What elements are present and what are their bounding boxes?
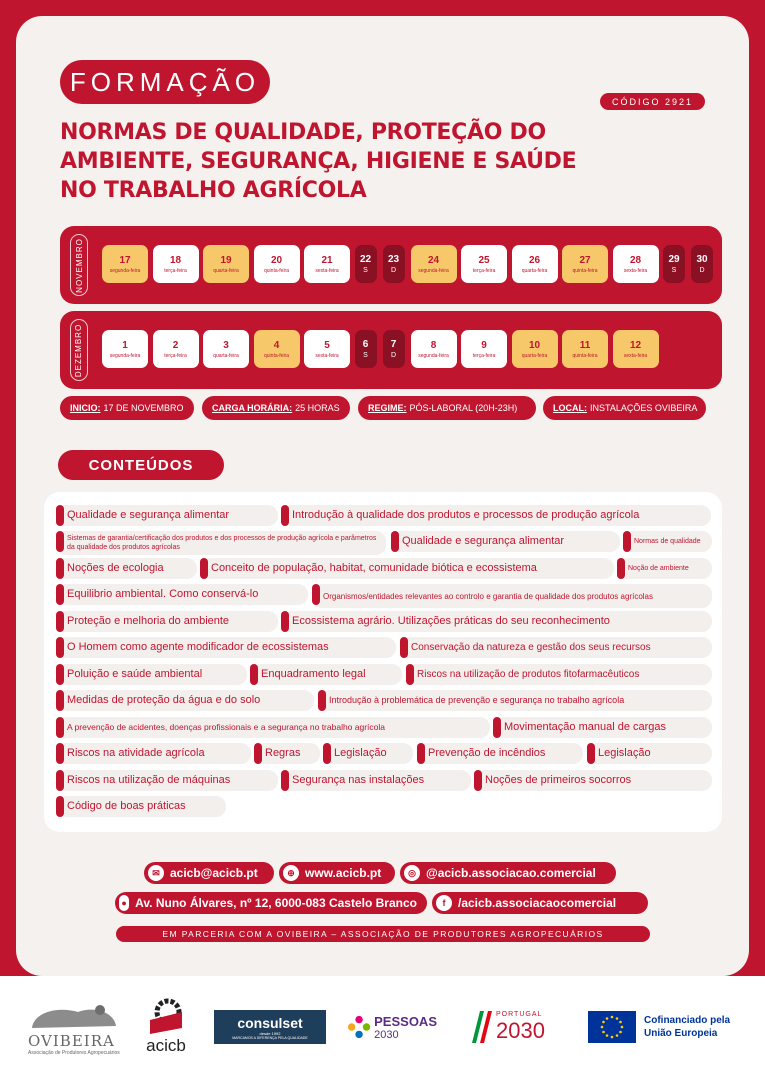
day-weekday: quarta-feira xyxy=(521,267,548,274)
day-weekday: quarta-feira xyxy=(521,352,548,359)
footer-logos xyxy=(0,976,765,1082)
day-weekday: S xyxy=(671,267,677,274)
calendar-day xyxy=(461,245,507,283)
day-number: 9 xyxy=(481,339,487,351)
topic-tag: O Homem como agente modificador de ecossistemas xyxy=(56,637,396,658)
calendar-day xyxy=(411,245,457,283)
day-weekday: sexta-feira xyxy=(315,352,339,359)
topic-tag: Conservação da natureza e gestão dos seus recursos xyxy=(400,637,712,658)
topic-tag: Proteção e melhoria do ambiente xyxy=(56,611,278,632)
topic-tag: Prevenção de incêndios xyxy=(417,743,583,764)
topic-tag: Movimentação manual de cargas xyxy=(493,717,712,738)
topic-tag: Noções de ecologia xyxy=(56,558,197,579)
day-weekday: segunda-feira xyxy=(418,352,449,359)
day-weekday: sexta-feira xyxy=(315,267,339,274)
topic-tag: Equilibrio ambiental. Como conservá-lo xyxy=(56,584,308,605)
day-number: 17 xyxy=(119,254,131,266)
day-number: 18 xyxy=(169,254,182,266)
month-label: DEZEMBRO xyxy=(70,319,88,381)
topic-tag: Regras xyxy=(254,743,320,764)
topic-tag: Legislação xyxy=(587,743,712,764)
day-weekday: terça-feira xyxy=(472,352,496,359)
acicb-logo: acicb xyxy=(140,998,192,1060)
day-number: 4 xyxy=(273,339,280,351)
day-weekday: quarta-feira xyxy=(213,267,239,274)
calendar-day xyxy=(102,330,148,368)
day-weekday: S xyxy=(363,352,368,359)
calendar-day xyxy=(691,245,713,283)
day-number: 24 xyxy=(427,254,440,266)
topic-tag: Introdução à problemática de prevenção e segurança no trabalho agrícola xyxy=(318,690,712,711)
calendar-day xyxy=(461,330,507,368)
day-weekday: quinta-feira xyxy=(572,267,598,274)
calendar-day xyxy=(203,330,249,368)
contact-facebook[interactable]: f /acicb.associacaocomercial xyxy=(432,892,648,914)
day-weekday: sexta-feira xyxy=(623,352,648,359)
facebook-icon: f xyxy=(436,895,452,911)
day-number: 8 xyxy=(430,339,437,351)
calendar-day xyxy=(355,245,377,283)
topic-tag: A prevenção de acidentes, doenças profissionais e a segurança no trabalho agrícola xyxy=(56,717,490,738)
day-weekday: D xyxy=(390,267,397,274)
day-number: 5 xyxy=(324,339,330,351)
calendar-day xyxy=(663,245,685,283)
portugal-2030-logo: PORTUGAL 2030 xyxy=(470,1006,562,1048)
topic-tag: Noção de ambiente xyxy=(617,558,712,579)
day-number: 30 xyxy=(696,254,708,265)
day-weekday: terça-feira xyxy=(472,267,496,274)
contact-email[interactable]: ✉ acicb@acicb.pt xyxy=(144,862,274,884)
globe-icon: ⊕ xyxy=(283,865,299,881)
day-weekday: quinta-feira xyxy=(263,352,289,359)
day-number: 26 xyxy=(528,254,541,266)
topic-tag: Organismos/entidades relevantes ao controlo e garantia de qualidade dos produtos agrícolas xyxy=(312,584,712,608)
calendar-day xyxy=(304,245,350,283)
ovibeira-logo: OVIBEIRA Associação de Produtores Agropecuários xyxy=(28,1002,124,1060)
eu-flag-icon xyxy=(588,1011,636,1043)
flag-stripes-icon xyxy=(470,1009,494,1045)
day-number: 21 xyxy=(321,254,333,266)
day-number: 11 xyxy=(579,339,591,351)
day-number: 29 xyxy=(668,254,680,265)
day-weekday: quinta-feira xyxy=(263,267,289,274)
topic-tag: Medidas de proteção da água e do solo xyxy=(56,690,314,711)
day-weekday: S xyxy=(363,267,368,274)
people-icon xyxy=(347,1014,371,1040)
topic-tag: Ecossistema agrário. Utilizações práticas do seu reconhecimento xyxy=(281,611,712,632)
day-number: 7 xyxy=(390,339,397,350)
topic-tag: Código de boas práticas xyxy=(56,796,226,817)
day-number: 2 xyxy=(172,339,179,351)
calendar-day xyxy=(153,245,199,283)
day-number: 10 xyxy=(528,339,541,351)
calendar-day xyxy=(254,245,300,283)
topic-tag: Qualidade e segurança alimentar xyxy=(391,531,620,552)
topic-tag: Enquadramento legal xyxy=(250,664,402,685)
contact-website[interactable]: ⊕ www.acicb.pt xyxy=(279,862,395,884)
calendar-day xyxy=(613,245,659,283)
day-weekday: terça-feira xyxy=(164,352,187,359)
title-line-1: NORMAS DE QUALIDADE, PROTEÇÃO DO xyxy=(60,120,546,145)
pessoas-2030-logo: PESSOAS 2030 xyxy=(347,1010,437,1044)
topic-tag: Conceito de população, habitat, comunidade biótica e ecossistema xyxy=(200,558,614,579)
calendar-day xyxy=(411,330,457,368)
topic-tag: Legislação xyxy=(323,743,413,764)
gear-flag-icon xyxy=(146,998,186,1036)
instagram-icon: ◎ xyxy=(404,865,420,881)
topic-tag: Riscos na utilização de produtos fitofarmacêuticos xyxy=(406,664,712,685)
day-number: 6 xyxy=(362,339,369,350)
topic-tag: Segurança nas instalações xyxy=(281,770,471,791)
day-weekday: sexta-feira xyxy=(623,267,648,274)
sheep-icon xyxy=(28,1002,120,1032)
calendar-day xyxy=(383,330,405,368)
calendar-day xyxy=(512,330,558,368)
topic-tag: Riscos na utilização de máquinas xyxy=(56,770,278,791)
calendar-november xyxy=(60,226,722,304)
calendar-december xyxy=(60,311,722,389)
day-number: 23 xyxy=(387,254,400,265)
day-weekday: D xyxy=(699,267,705,274)
contact-address: ● Av. Nuno Álvares, nº 12, 6000-083 Castelo Branco xyxy=(115,892,427,914)
calendar-day xyxy=(203,245,249,283)
day-number: 1 xyxy=(122,339,128,351)
location-pin-icon: ● xyxy=(119,895,129,911)
topic-tag: Sistemas de garantia/certificação dos produtos e dos processos de produção agrícola e parâmetros da qualidade dos produtos agrícolas xyxy=(56,531,386,555)
info-carga: CARGA HORÁRIA: 25 HORAS xyxy=(202,396,350,420)
eu-cofinanced-logo: Cofinanciado pela União Europeia xyxy=(588,1010,748,1044)
day-weekday: quinta-feira xyxy=(572,352,598,359)
calendar-day xyxy=(153,330,199,368)
calendar-day xyxy=(254,330,300,368)
topic-tag: Qualidade e segurança alimentar xyxy=(56,505,278,526)
calendar-day xyxy=(562,245,608,283)
calendar-day xyxy=(355,330,377,368)
topic-tag: Introdução à qualidade dos produtos e processos de produção agrícola xyxy=(281,505,711,526)
topic-tag: Noções de primeiros socorros xyxy=(474,770,712,791)
day-number: 3 xyxy=(223,339,229,351)
conteudos-heading: CONTEÚDOS xyxy=(58,450,224,480)
month-label: NOVEMBRO xyxy=(70,234,88,296)
day-number: 25 xyxy=(478,254,490,266)
page-title xyxy=(60,118,620,205)
day-weekday: terça-feira xyxy=(164,267,187,274)
day-weekday: segunda-feira xyxy=(418,267,449,274)
day-weekday: quarta-feira xyxy=(213,352,239,359)
day-number: 27 xyxy=(579,254,591,266)
day-number: 12 xyxy=(629,339,642,351)
info-regime: REGIME: PÓS-LABORAL (20H-23H) xyxy=(358,396,536,420)
topic-tag: Normas de qualidade xyxy=(623,531,712,552)
day-weekday: segunda-feira xyxy=(109,267,141,274)
topic-tag: Riscos na atividade agrícola xyxy=(56,743,251,764)
calendar-day xyxy=(613,330,659,368)
calendar-day xyxy=(304,330,350,368)
title-line-2: AMBIENTE, SEGURANÇA, HIGIENE E SAÚDE xyxy=(60,149,577,174)
day-number: 22 xyxy=(359,254,372,265)
day-weekday: segunda-feira xyxy=(109,352,141,359)
course-code: CÓDIGO 2921 xyxy=(600,93,705,110)
mail-icon: ✉ xyxy=(148,865,164,881)
contact-instagram[interactable]: ◎ @acicb.associacao.comercial xyxy=(400,862,616,884)
calendar-day xyxy=(383,245,405,283)
calendar-day xyxy=(562,330,608,368)
day-number: 19 xyxy=(220,254,232,266)
formacao-badge: FORMAÇÃO xyxy=(60,60,270,104)
info-local: LOCAL: INSTALAÇÕES OVIBEIRA xyxy=(543,396,706,420)
consulset-logo: consulset desde 1992 MARCAMOS A DIFERENÇA PELA QUALIDADE xyxy=(214,1010,326,1044)
info-inicio: INICIO: 17 DE NOVEMBRO xyxy=(60,396,194,420)
calendar-day xyxy=(102,245,148,283)
calendar-day xyxy=(512,245,558,283)
partnership-banner: EM PARCERIA COM A OVIBEIRA – ASSOCIAÇÃO DE PRODUTORES AGROPECUÁRIOS xyxy=(116,926,650,942)
day-number: 28 xyxy=(629,254,642,266)
title-line-3: NO TRABALHO AGRÍCOLA xyxy=(60,178,367,203)
day-weekday: D xyxy=(390,352,397,359)
topic-tag: Poluição e saúde ambiental xyxy=(56,664,247,685)
day-number: 20 xyxy=(270,254,283,266)
